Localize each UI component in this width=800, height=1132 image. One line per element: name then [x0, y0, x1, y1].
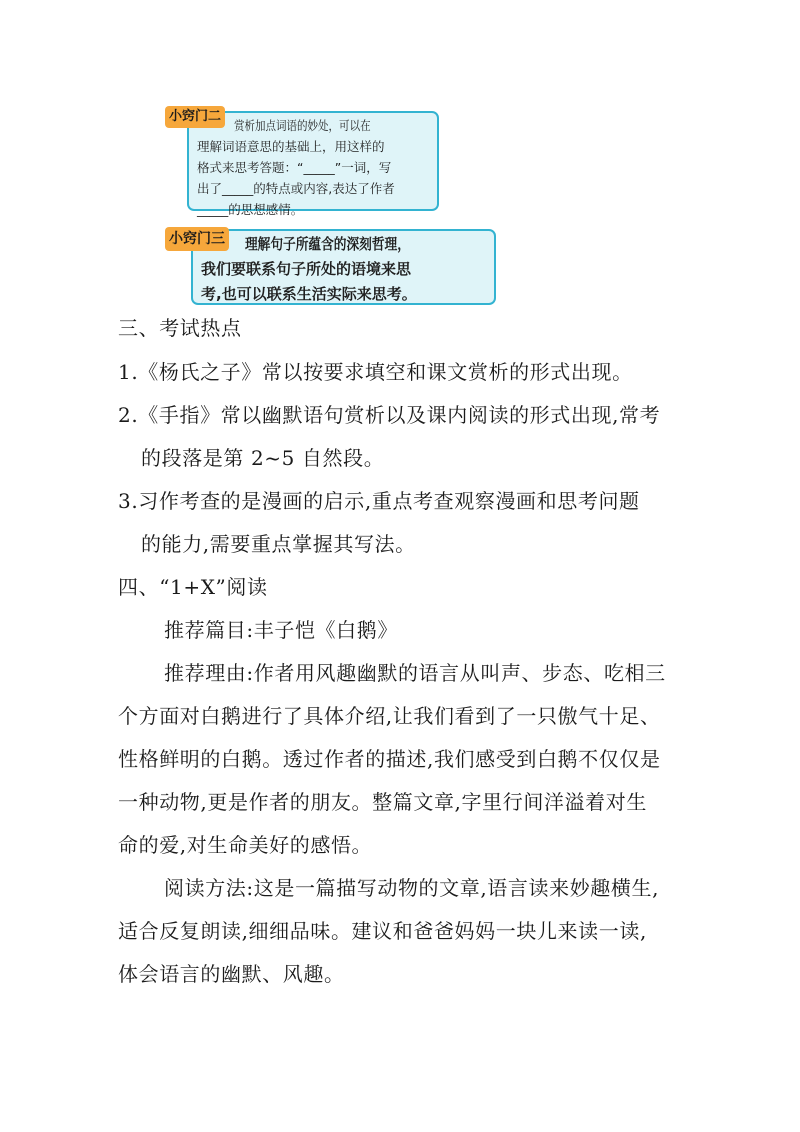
- method-line-1: 阅读方法:这是一篇描写动物的文章,语言读来妙趣横生,: [164, 876, 660, 900]
- tip-3-line-2: 我们要联系句子所处的语境来思: [201, 260, 412, 278]
- tip-3-line-3: 考,也可以联系生活实际来思考。: [201, 285, 417, 303]
- recommend-title: 推荐篇目:丰子恺《白鹅》: [164, 618, 398, 642]
- method-line-3: 体会语言的幽默、风趣。: [118, 962, 345, 986]
- tip-2-line-5: _____的思想感情。: [197, 202, 304, 217]
- tip-2-line-1: 赏析加点词语的妙处，可以在: [233, 118, 371, 133]
- method-line-2: 适合反复朗读,细细品味。建议和爸爸妈妈一块儿来读一读,: [118, 919, 647, 943]
- tip-box-2: [187, 111, 439, 217]
- tip-2-line-4: 出了_____的特点或内容,表达了作者: [197, 181, 395, 196]
- hotspot-item-2-cont: 的段落是第 2~5 自然段。: [141, 446, 385, 470]
- section-3-heading: 三、考试热点: [118, 316, 242, 340]
- reason-line-2: 个方面对白鹅进行了具体介绍,让我们看到了一只傲气十足、: [118, 704, 661, 728]
- tip-2-line-2: 理解词语意思的基础上，用这样的: [197, 139, 385, 154]
- hotspot-item-1: 1.《杨氏之子》常以按要求填空和课文赏析的形式出现。: [118, 360, 633, 384]
- tip-2-line-3: 格式来思考答题：“_____”一词，写: [197, 160, 392, 175]
- reason-line-4: 一种动物,更是作者的朋友。整篇文章,字里行间洋溢着对生: [118, 790, 647, 814]
- section-4-heading: 四、“1+X”阅读: [118, 575, 268, 599]
- tip-box-3: [191, 229, 496, 305]
- tip-tag-3: 小窍门三: [165, 227, 229, 251]
- hotspot-item-2: 2.《手指》常以幽默语句赏析以及课内阅读的形式出现,常考: [118, 403, 661, 427]
- tip-3-line-1: 理解句子所蕴含的深刻哲理，: [244, 235, 410, 253]
- reason-line-5: 命的爱,对生命美好的感悟。: [118, 833, 373, 857]
- tip-tag-2: 小窍门二: [165, 106, 225, 128]
- hotspot-item-3-cont: 的能力,需要重点掌握其写法。: [141, 532, 416, 556]
- reason-line-3: 性格鲜明的白鹅。透过作者的描述,我们感受到白鹅不仅仅是: [118, 747, 661, 771]
- hotspot-item-3: 3.习作考查的是漫画的启示,重点考查观察漫画和思考问题: [118, 489, 640, 513]
- reason-line-1: 推荐理由:作者用风趣幽默的语言从叫声、步态、吃相三: [164, 661, 666, 685]
